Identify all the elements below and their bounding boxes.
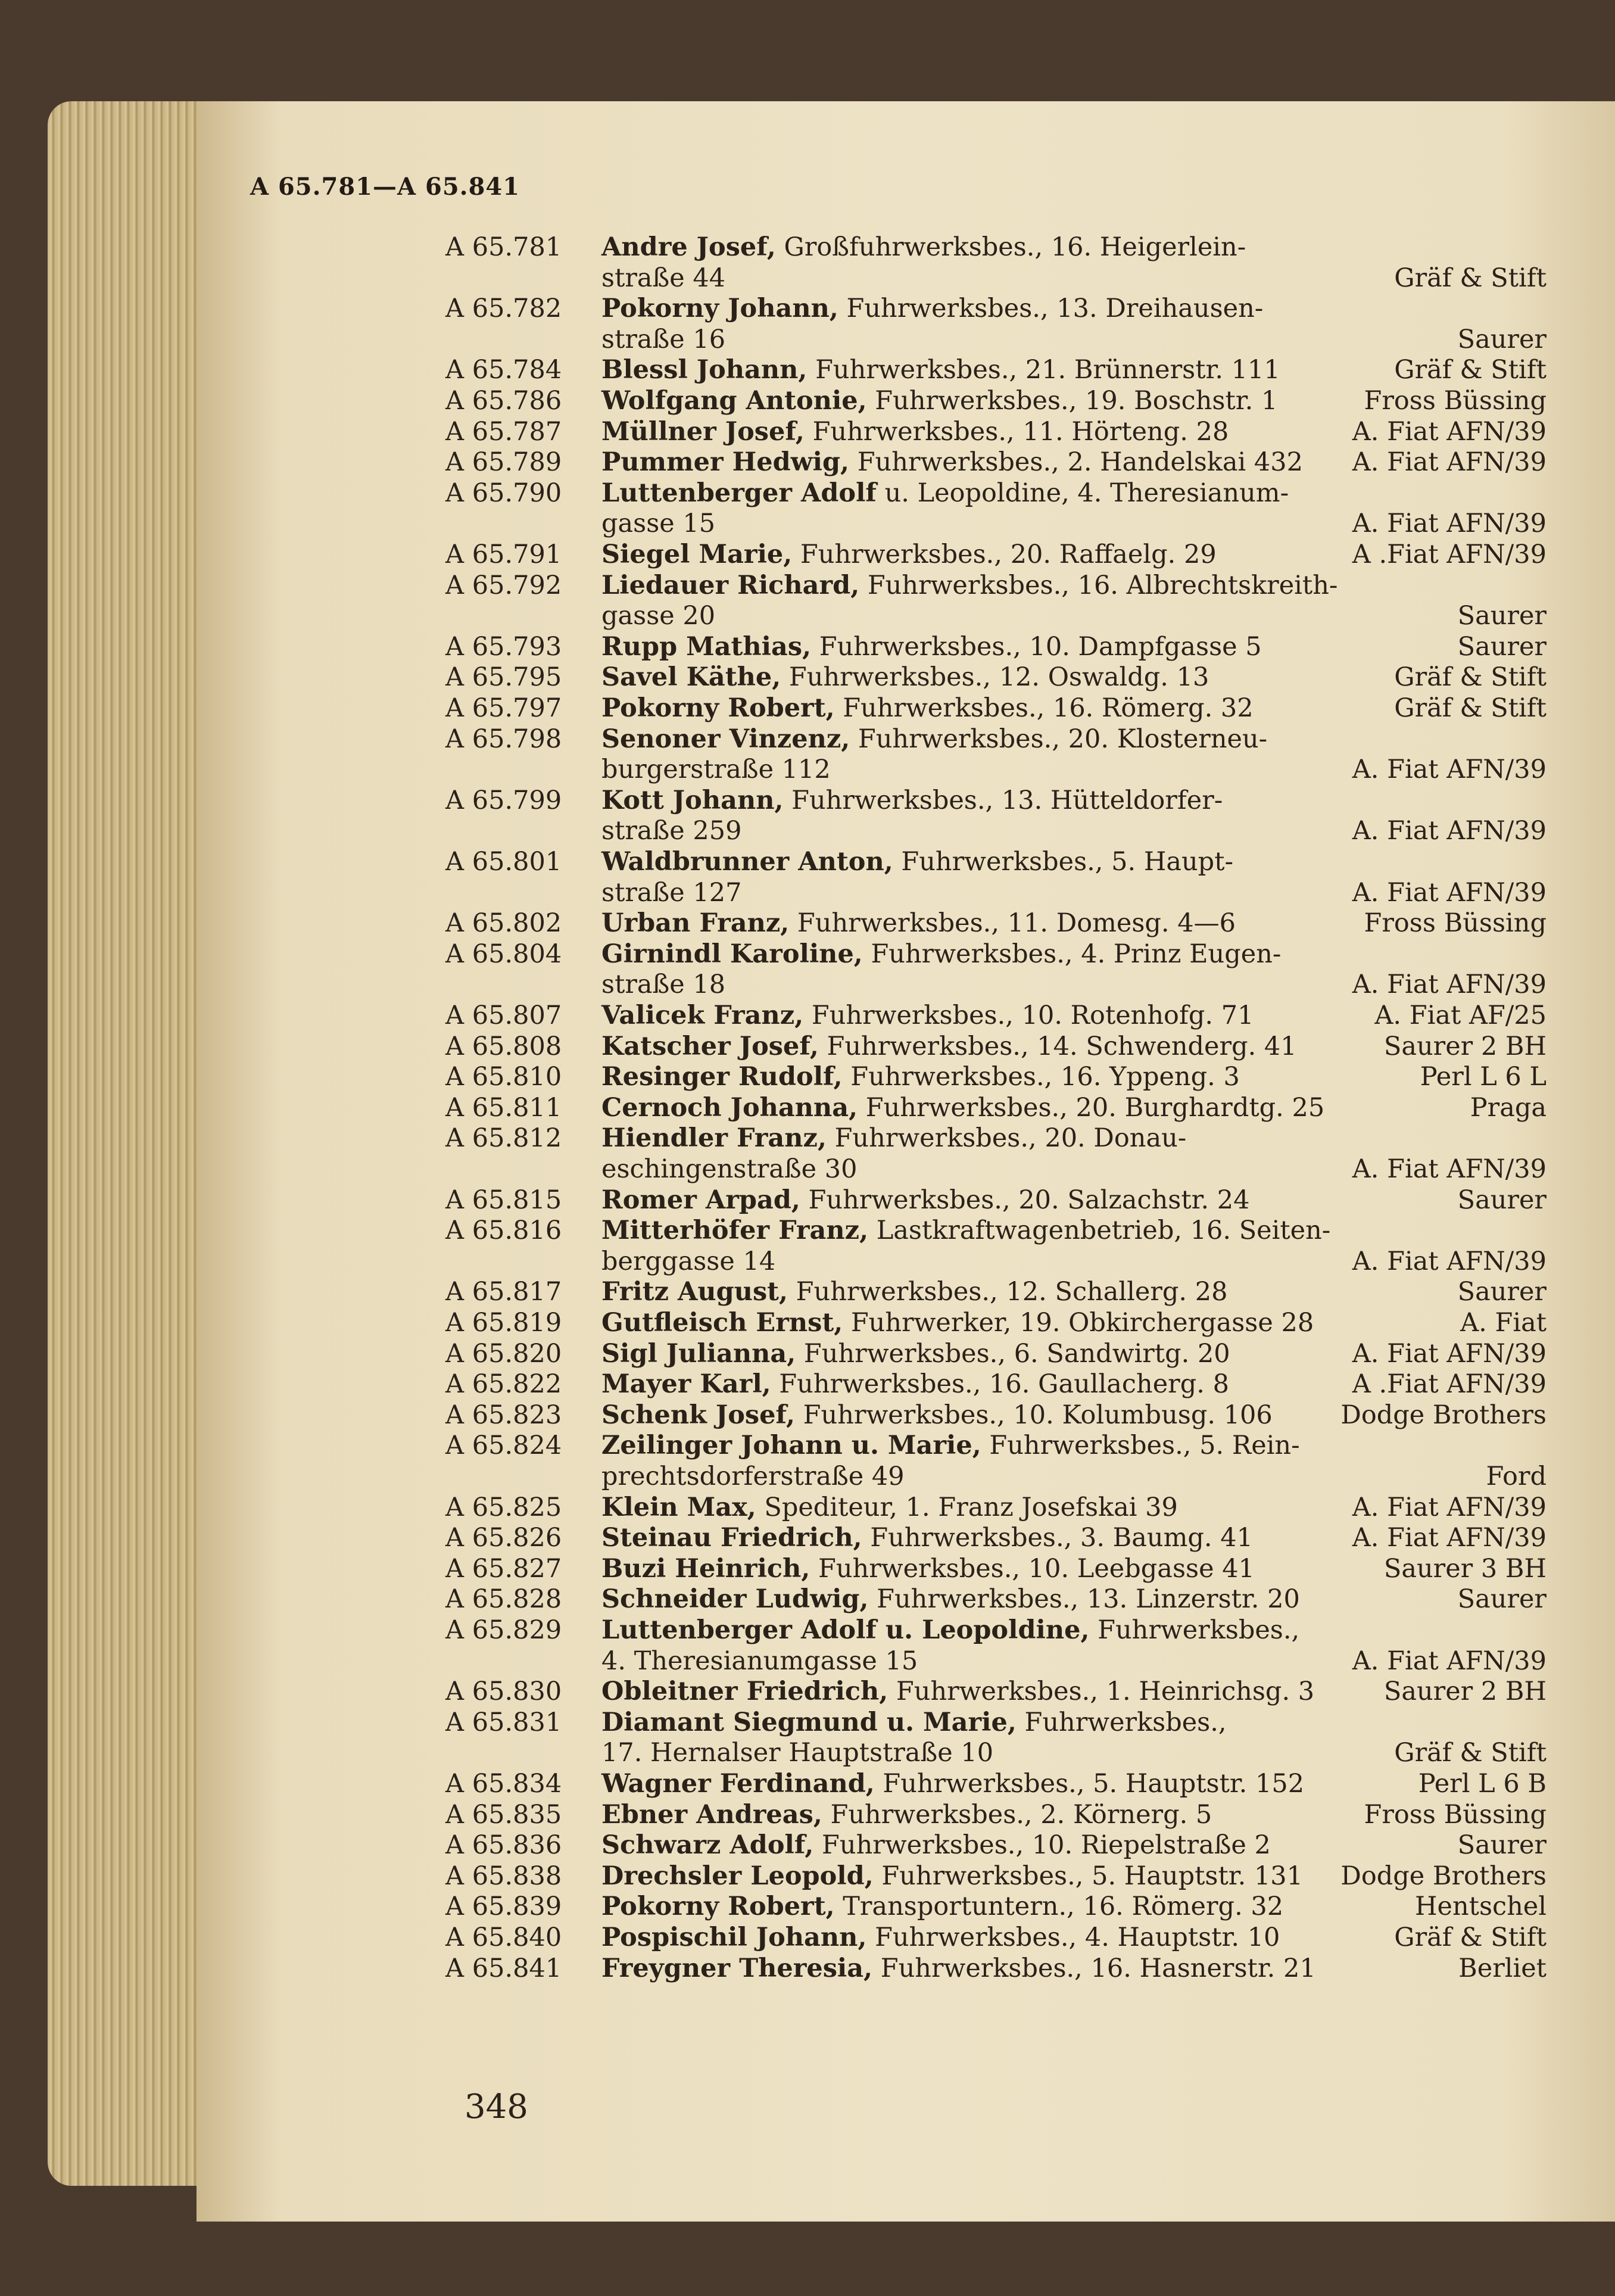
owner-details: Fuhrwerksbes., 13. Linzerstr. 20 [868, 1584, 1300, 1615]
registration-number: A 65.819 [445, 1308, 562, 1338]
owner-details: Fuhrwerksbes., 16. Gaullacherg. 8 [771, 1369, 1229, 1400]
entry-first-line [601, 1800, 1212, 1830]
page-number: 348 [464, 2088, 528, 2126]
entry-first-line [601, 724, 1267, 754]
vehicle-make: A. Fiat AFN/39 [1352, 1492, 1547, 1522]
registration-number: A 65.784 [445, 355, 562, 385]
owner-name: Cernoch Johanna, [601, 1092, 858, 1123]
vehicle-make: Gräf & Stift [1394, 355, 1547, 385]
entry-first-line [601, 478, 1289, 508]
registration-number: A 65.799 [445, 785, 562, 815]
registration-number: A 65.790 [445, 478, 562, 508]
entry-continuation: burgerstraße 112 [601, 755, 831, 785]
entry-continuation: gasse 20 [601, 601, 716, 631]
registration-number: A 65.824 [445, 1431, 562, 1461]
owner-name: Fritz August, [601, 1277, 788, 1307]
owner-name: Savel Käthe, [601, 662, 781, 693]
owner-name: Pospischil Johann, [601, 1923, 867, 1952]
entry-first-line [601, 632, 1262, 662]
entry-first-line [601, 540, 1217, 569]
vehicle-make: Dodge Brothers [1340, 1400, 1547, 1430]
owner-details: Fuhrwerksbes., 10. Dampfgasse 5 [811, 631, 1262, 662]
owner-details: Fuhrwerksbes., 6. Sandwirtg. 20 [796, 1338, 1230, 1369]
entry-first-line [601, 386, 1277, 416]
vehicle-make: A. Fiat AFN/39 [1352, 1338, 1547, 1369]
vehicle-make: Saurer [1457, 1277, 1547, 1307]
vehicle-make: Berliet [1458, 1953, 1547, 1983]
owner-details: Fuhrwerksbes., 1. Heinrichsg. 3 [888, 1677, 1315, 1707]
entry-continuation: straße 259 [601, 816, 742, 846]
registration-number: A 65.838 [445, 1861, 562, 1891]
owner-details: Fuhrwerksbes., 20. Klosterneu- [850, 724, 1268, 754]
vehicle-make: Gräf & Stift [1394, 1738, 1547, 1768]
entry-first-line [601, 1093, 1324, 1123]
owner-details: Fuhrwerksbes., 20. Donau- [826, 1123, 1187, 1154]
owner-details: Fuhrwerksbes., 4. Prinz Eugen- [862, 939, 1282, 969]
registration-number: A 65.829 [445, 1615, 562, 1645]
owner-details: Fuhrwerksbes., 10. Riepelstraße 2 [813, 1830, 1271, 1861]
owner-details: Fuhrwerksbes., 5. Haupt- [893, 847, 1234, 877]
entry-continuation: eschingenstraße 30 [601, 1154, 858, 1184]
owner-details: Fuhrwerksbes., 16. Yppeng. 3 [842, 1062, 1240, 1092]
owner-name: Hiendler Franz, [601, 1123, 827, 1154]
registration-number: A 65.810 [445, 1062, 562, 1092]
vehicle-make: A. Fiat AFN/39 [1352, 509, 1547, 539]
entry-first-line [601, 1308, 1314, 1338]
owner-details: Fuhrwerksbes., 2. Körnerg. 5 [822, 1799, 1212, 1830]
vehicle-make: A. Fiat AFN/39 [1352, 1246, 1547, 1276]
registration-number: A 65.841 [445, 1953, 562, 1983]
entry-first-line [601, 1523, 1253, 1553]
owner-details: Fuhrwerksbes., [1016, 1707, 1227, 1737]
registration-number: A 65.830 [445, 1677, 562, 1707]
owner-name: Waldbrunner Anton, [601, 847, 893, 877]
entry-first-line [601, 1708, 1227, 1737]
entry-continuation: straße 18 [601, 970, 726, 1000]
vehicle-make: Saurer [1457, 1830, 1547, 1861]
owner-details: Fuhrwerksbes., 3. Baumg. 41 [862, 1523, 1253, 1553]
entry-first-line [601, 939, 1281, 969]
owner-details: Fuhrwerker, 19. Obkirchergasse 28 [843, 1308, 1314, 1338]
owner-details: Fuhrwerksbes., 10. Kolumbusg. 106 [795, 1400, 1273, 1430]
entry-first-line [601, 571, 1337, 600]
owner-details: Fuhrwerksbes., 13. Dreihausen- [838, 294, 1264, 324]
vehicle-make: Fross Büssing [1364, 908, 1547, 939]
entry-first-line [601, 1615, 1299, 1645]
vehicle-make: Fross Büssing [1364, 386, 1547, 416]
owner-name: Senoner Vinzenz, [601, 724, 850, 754]
registration-number: A 65.835 [445, 1799, 562, 1830]
owner-name: Schwarz Adolf, [601, 1830, 814, 1861]
owner-name: Wolfgang Antonie, [601, 386, 867, 416]
vehicle-make: Saurer [1457, 1584, 1547, 1615]
registration-number: A 65.817 [445, 1277, 562, 1307]
owner-details: Spediteur, 1. Franz Josefskai 39 [756, 1492, 1178, 1522]
entry-first-line [601, 417, 1229, 447]
registration-number: A 65.831 [445, 1707, 562, 1737]
owner-details: Fuhrwerksbes., 11. Domesg. 4—6 [789, 908, 1236, 939]
owner-details: Fuhrwerksbes., 5. Rein- [981, 1431, 1300, 1461]
owner-details: Fuhrwerksbes., 12. Schallerg. 28 [788, 1277, 1228, 1307]
owner-details: Fuhrwerksbes., 16. Römerg. 32 [834, 693, 1254, 723]
registration-number: A 65.793 [445, 631, 562, 662]
vehicle-make: A. Fiat AFN/39 [1352, 1523, 1547, 1553]
vehicle-make: Saurer 3 BH [1383, 1553, 1547, 1584]
registration-number: A 65.802 [445, 908, 562, 939]
owner-name: Zeilinger Johann u. Marie, [601, 1431, 981, 1461]
entry-first-line [601, 1400, 1273, 1430]
entry-first-line [601, 1584, 1300, 1614]
vehicle-make: Gräf & Stift [1394, 662, 1547, 693]
entry-first-line [601, 232, 1246, 262]
entry-first-line [601, 786, 1223, 815]
registration-number: A 65.815 [445, 1185, 562, 1215]
owner-details: Fuhrwerksbes., [1089, 1615, 1300, 1645]
owner-name: Luttenberger Adolf u. Leopoldine, [601, 1615, 1090, 1645]
owner-name: Diamant Siegmund u. Marie, [601, 1707, 1017, 1737]
entry-first-line [601, 1185, 1250, 1215]
entry-continuation: straße 16 [601, 324, 726, 354]
owner-name: Siegel Marie, [601, 540, 793, 569]
registration-number: A 65.781 [445, 232, 562, 262]
vehicle-make: Saurer 2 BH [1383, 1677, 1547, 1707]
registration-number: A 65.823 [445, 1400, 562, 1430]
entry-first-line [601, 447, 1303, 477]
owner-details: Fuhrwerksbes., 16. Albrechtskreith- [859, 570, 1338, 600]
registration-number: A 65.795 [445, 662, 562, 693]
registration-number: A 65.825 [445, 1492, 562, 1522]
registration-number: A 65.826 [445, 1523, 562, 1553]
entry-continuation: prechtsdorferstraße 49 [601, 1461, 905, 1491]
entry-first-line [601, 1062, 1240, 1092]
entry-first-line [601, 1431, 1300, 1460]
vehicle-make: Perl L 6 B [1418, 1769, 1547, 1799]
entry-first-line [601, 1892, 1283, 1921]
vehicle-make: A .Fiat AFN/39 [1352, 540, 1547, 569]
owner-details: u. Leopoldine, 4. Theresianum- [876, 478, 1289, 508]
entry-continuation: 17. Hernalser Hauptstraße 10 [601, 1738, 994, 1768]
owner-name: Wagner Ferdinand, [601, 1769, 875, 1799]
registration-number: A 65.839 [445, 1892, 562, 1922]
owner-name: Ebner Andreas, [601, 1799, 822, 1830]
owner-name: Mitterhöfer Franz, [601, 1216, 869, 1246]
owner-details: Fuhrwerksbes., 11. Hörteng. 28 [804, 416, 1229, 447]
entry-first-line [601, 1554, 1255, 1584]
owner-details: Fuhrwerksbes., 5. Hauptstr. 131 [873, 1861, 1304, 1891]
owner-details: Fuhrwerksbes., 16. Hasnerstr. 21 [872, 1953, 1316, 1983]
entry-continuation: 4. Theresianumgasse 15 [601, 1646, 918, 1676]
vehicle-make: A. Fiat AFN/39 [1352, 755, 1547, 785]
entry-first-line [601, 1677, 1314, 1706]
owner-details: Fuhrwerksbes., 12. Oswaldg. 13 [781, 662, 1209, 693]
vehicle-make: Saurer [1457, 1185, 1547, 1215]
owner-name: Girnindl Karoline, [601, 939, 863, 969]
owner-name: Obleitner Friedrich, [601, 1677, 888, 1707]
owner-name: Kott Johann, [601, 785, 784, 815]
owner-name: Freygner Theresia, [601, 1953, 873, 1983]
owner-name: Romer Arpad, [601, 1185, 800, 1215]
registration-number: A 65.834 [445, 1769, 562, 1799]
owner-name: Katscher Josef, [601, 1031, 819, 1061]
registration-number: A 65.808 [445, 1031, 562, 1061]
owner-name: Blessl Johann, [601, 355, 808, 385]
owner-name: Mayer Karl, [601, 1369, 771, 1400]
owner-details: Fuhrwerksbes., 10. Leebgasse 41 [810, 1553, 1255, 1584]
entry-first-line [601, 294, 1263, 323]
owner-name: Steinau Friedrich, [601, 1523, 862, 1553]
registration-number: A 65.812 [445, 1123, 562, 1154]
vehicle-make: A. Fiat [1460, 1308, 1547, 1338]
owner-name: Andre Josef, [601, 232, 776, 262]
registration-number: A 65.840 [445, 1923, 562, 1952]
owner-name: Urban Franz, [601, 908, 790, 939]
vehicle-make: Praga [1470, 1092, 1547, 1123]
owner-name: Müllner Josef, [601, 416, 805, 447]
vehicle-make: A. Fiat AFN/39 [1352, 416, 1547, 447]
vehicle-make: Fross Büssing [1364, 1799, 1547, 1830]
registration-number: A 65.801 [445, 847, 562, 877]
owner-name: Rupp Mathias, [601, 631, 812, 662]
vehicle-make: Saurer 2 BH [1383, 1031, 1547, 1061]
registration-number: A 65.804 [445, 939, 562, 969]
owner-details: Fuhrwerksbes., 21. Brünnerstr. 111 [807, 355, 1280, 385]
registration-number: A 65.797 [445, 693, 562, 723]
vehicle-make: A. Fiat AFN/39 [1352, 447, 1547, 478]
vehicle-make: A. Fiat AFN/39 [1352, 1154, 1547, 1184]
owner-details: Fuhrwerksbes., 5. Hauptstr. 152 [874, 1769, 1305, 1799]
entry-first-line [601, 1216, 1330, 1245]
entry-first-line [601, 1769, 1304, 1799]
registration-number: A 65.782 [445, 294, 562, 324]
owner-name: Pokorny Robert, [601, 693, 835, 723]
registration-number: A 65.827 [445, 1553, 562, 1584]
vehicle-make: Saurer [1457, 324, 1547, 354]
owner-details: Fuhrwerksbes., 4. Hauptstr. 10 [866, 1923, 1280, 1952]
entry-first-line [601, 908, 1236, 938]
entry-first-line [601, 1369, 1229, 1399]
entry-first-line [601, 1493, 1178, 1522]
registration-number: A 65.787 [445, 416, 562, 447]
owner-details: Fuhrwerksbes., 14. Schwenderg. 41 [818, 1031, 1297, 1061]
entry-first-line [601, 1830, 1271, 1860]
vehicle-make: Hentschel [1415, 1892, 1547, 1922]
entry-continuation: straße 127 [601, 877, 742, 908]
owner-details: Fuhrwerksbes., 2. Handelskai 432 [849, 447, 1303, 478]
vehicle-make: A .Fiat AFN/39 [1352, 1369, 1547, 1400]
entry-first-line [601, 1954, 1316, 1983]
entry-first-line [601, 1277, 1227, 1307]
registration-number: A 65.791 [445, 540, 562, 569]
registration-number: A 65.807 [445, 1001, 562, 1030]
vehicle-make: A. Fiat AFN/39 [1352, 970, 1547, 1000]
vehicle-make: Perl L 6 L [1420, 1062, 1547, 1092]
owner-name: Schenk Josef, [601, 1400, 795, 1430]
entry-first-line [601, 1861, 1303, 1891]
entry-first-line [601, 847, 1233, 877]
vehicle-make: A. Fiat AFN/39 [1352, 816, 1547, 846]
running-head: A 65.781—A 65.841 [250, 173, 520, 201]
vehicle-make: A. Fiat AF/25 [1374, 1001, 1547, 1030]
owner-name: Pummer Hedwig, [601, 447, 850, 478]
entry-first-line [601, 1923, 1280, 1952]
entry-first-line [601, 693, 1254, 723]
registration-number: A 65.816 [445, 1216, 562, 1246]
owner-details: Fuhrwerksbes., 20. Burghardtg. 25 [858, 1092, 1325, 1123]
entry-continuation: berggasse 14 [601, 1246, 776, 1276]
vehicle-make: A. Fiat AFN/39 [1352, 1646, 1547, 1676]
owner-name: Pokorny Robert, [601, 1892, 835, 1922]
entry-first-line [601, 355, 1280, 385]
owner-name: Luttenberger Adolf [601, 478, 877, 508]
registration-number: A 65.836 [445, 1830, 562, 1861]
owner-name: Klein Max, [601, 1492, 756, 1522]
entry-continuation: straße 44 [601, 263, 726, 293]
entry-first-line [601, 662, 1209, 692]
owner-details: Fuhrwerksbes., 20. Salzachstr. 24 [800, 1185, 1250, 1215]
owner-details: Fuhrwerksbes., 10. Rotenhofg. 71 [803, 1001, 1254, 1030]
registration-number: A 65.798 [445, 724, 562, 754]
owner-details: Transportuntern., 16. Römerg. 32 [834, 1892, 1284, 1922]
registration-number: A 65.822 [445, 1369, 562, 1400]
owner-name: Drechsler Leopold, [601, 1861, 874, 1891]
entry-first-line [601, 1032, 1297, 1061]
owner-details: Fuhrwerksbes., 20. Raffaelg. 29 [792, 540, 1217, 569]
vehicle-make: Ford [1486, 1461, 1547, 1491]
owner-details: Lastkraftwagenbetrieb, 16. Seiten- [868, 1216, 1331, 1246]
vehicle-make: Gräf & Stift [1394, 693, 1547, 723]
registration-number: A 65.811 [445, 1092, 562, 1123]
vehicle-make: Saurer [1457, 631, 1547, 662]
owner-name: Sigl Julianna, [601, 1338, 796, 1369]
vehicle-make: Saurer [1457, 601, 1547, 631]
vehicle-make: A. Fiat AFN/39 [1352, 877, 1547, 908]
owner-details: Großfuhrwerksbes., 16. Heigerlein- [775, 232, 1246, 262]
owner-name: Buzi Heinrich, [601, 1553, 810, 1584]
entry-continuation: gasse 15 [601, 509, 716, 539]
owner-details: Fuhrwerksbes., 19. Boschstr. 1 [866, 386, 1278, 416]
registration-number: A 65.828 [445, 1584, 562, 1615]
vehicle-make: Gräf & Stift [1394, 1923, 1547, 1952]
owner-details: Fuhrwerksbes., 13. Hütteldorfer- [783, 785, 1223, 815]
vehicle-make: Dodge Brothers [1340, 1861, 1547, 1891]
owner-name: Schneider Ludwig, [601, 1584, 869, 1615]
entry-first-line [601, 1123, 1186, 1153]
registration-number: A 65.789 [445, 447, 562, 478]
entry-first-line [601, 1001, 1254, 1030]
owner-name: Pokorny Johann, [601, 294, 838, 324]
registration-number: A 65.792 [445, 570, 562, 600]
owner-name: Gutfleisch Ernst, [601, 1308, 843, 1338]
registration-number: A 65.786 [445, 386, 562, 416]
registration-number: A 65.820 [445, 1338, 562, 1369]
entry-first-line [601, 1339, 1230, 1369]
owner-name: Resinger Rudolf, [601, 1062, 843, 1092]
owner-name: Liedauer Richard, [601, 570, 860, 600]
owner-name: Valicek Franz, [601, 1001, 804, 1030]
vehicle-make: Gräf & Stift [1394, 263, 1547, 293]
